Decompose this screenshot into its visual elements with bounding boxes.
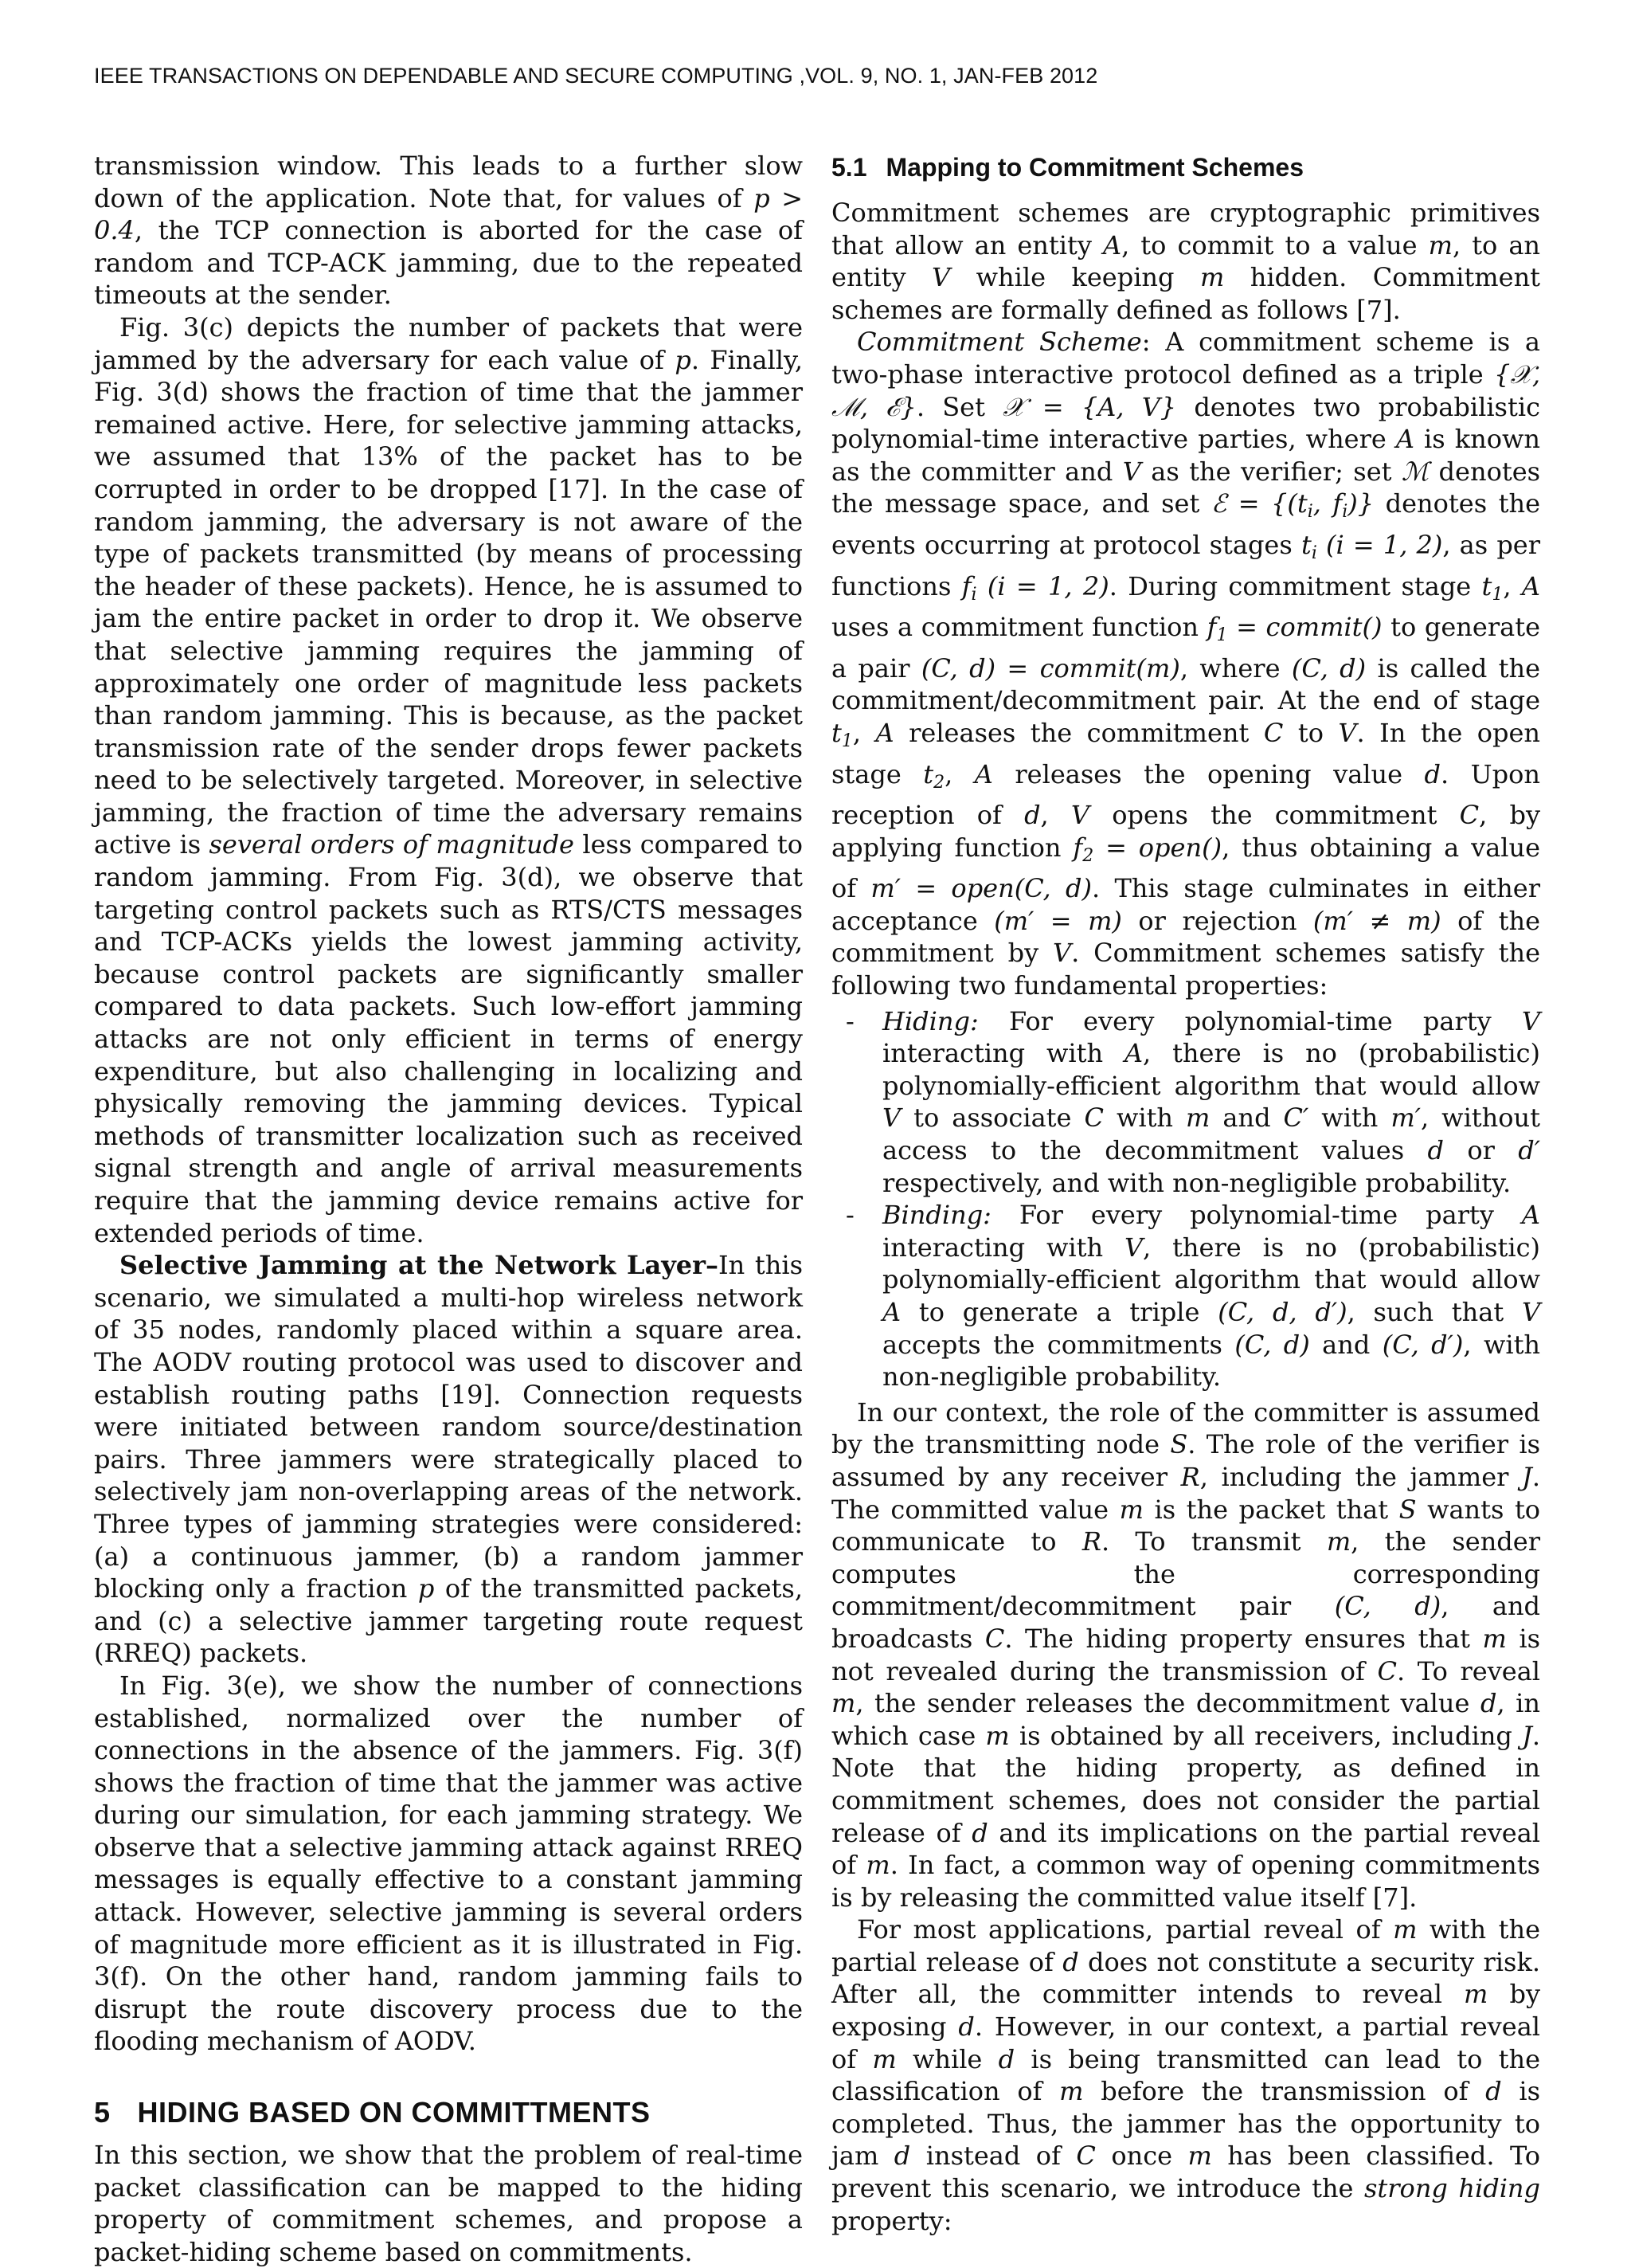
paragraph: For most applications, partial reveal of m with the partial release of d does not constitute a security risk. After all, the committer intends to reveal m by exposing d. However, in our context, a partial reveal of m while d is being transmitted can lead to the classification of m before the transmission of d is completed. Thus, the jammer has the opportunity to jam d instead of C once m has been classified. To prevent this scenario, we introduce the strong hiding property: [831,1914,1541,2236]
list-item-binding: - Binding: For every polynomial-time party A interacting with V, there is no (probabilistic) polynomially-efficient algorithm that would allow A to generate a triple (C, d, d′), such that V accepts the commitments (C, d) and (C, d′), with non-negligible probability. [846,1200,1541,1393]
subsection-heading: 5.1 Mapping to Commitment Schemes [831,153,1304,182]
paragraph: transmission window. This leads to a further slow down of the application. Note that, for values of p > 0.4, the TCP connection is aborted for the case of random and TCP-ACK jamming, due to the repeated timeouts at the sender. [94,151,804,311]
run-in-heading: Selective Jamming at the Network Layer– [119,1250,718,1281]
property-list [831,1005,1540,1393]
paragraph: In our context, the role of the committer is assumed by the transmitting node S. The role of the verifier is assumed by any receiver R, including the jammer J. The committed value m is the packet that S wants to communicate to R. To transmit m, the sender computes the corresponding commitment/decommitment pair (C, d), and broadcasts C. The hiding property ensures that m is not revealed during the transmission of C. To reveal m, the sender releases the decommitment value d, in which case m is obtained by all receivers, including J. Note that the hiding property, as defined in commitment schemes, does not consider the partial release of d and its implications on the partial reveal of m. In fact, a common way of opening commitments is by releasing the committed value itself [7]. [831,1396,1541,1913]
section-heading: 5 HIDING BASED ON COMMITTMENTS [94,2096,651,2129]
paragraph: Commitment Scheme: A commitment scheme is a two-phase interactive protocol defined as a triple {𝒳, ℳ, ℰ}. Set 𝒳 = {A, V} denotes two probabilistic polynomial-time interactive parties, where A is known as the committer and V as the verifier; set ℳ denotes the message space, and set ℰ = {($t_i$, $f_i$)} denotes the events occurring at protocol stages $t_i$ (i = 1, 2), as per functions $f_i$ (i = 1, 2). During commitment stage $t_1$, A uses a commitment function $f_1$ = commit() to generate a pair (C, d) = commit(m), where (C, d) is called the commitment/decommitment pair. At the end of stage $t_1$, A releases the commitment C to V. In the open stage $t_2$, A releases the opening value d. Upon reception of d, V opens the commitment C, by applying function $f_2$ = open(), thus obtaining a value of m′ = open(C, d). This stage culminates in either acceptance (m′ = m) or rejection (m′ ≠ m) of the commitment by V. Commitment schemes satisfy the following two fundamental properties: [831,327,1541,1001]
list-item-hiding: - Hiding: For every polynomial-time party V interacting with A, there is no (probabilistic) polynomially-efficient algorithm that would allow V to associate C with m and C′ with m′, without access to the decommitment values d or d′ respectively, and with non-negligible probability. [846,1005,1541,1198]
right-column [831,150,1540,2237]
paragraph: Commitment schemes are cryptographic primitives that allow an entity A, to commit to a value m, to an entity V while keeping m hidden. Commitment schemes are formally defined as follows [7]. [831,198,1541,325]
left-column [94,150,803,2268]
paragraph: Selective Jamming at the Network Layer–In this scenario, we simulated a multi-hop wireless network of 35 nodes, randomly placed within a square area. The AODV routing protocol was used to discover and establish routing paths [19]. Connection requests were initiated between random source/destination pairs. Three jammers were strategically placed to selectively jam non-overlapping areas of the network. Three types of jamming strategies were considered: (a) a continuous jammer, (b) a random jammer blocking only a fraction p of the transmitted packets, and (c) a selective jammer targeting route request (RREQ) packets. [94,1250,803,1669]
running-header: IEEE TRANSACTIONS ON DEPENDABLE AND SECURE COMPUTING ,VOL. 9, NO. 1, JAN-FEB 2012 [94,64,1098,88]
paragraph: Fig. 3(c) depicts the number of packets that were jammed by the adversary for each value of p. Finally, Fig. 3(d) shows the fraction of time that the jammer remained active. Here, for selective jamming attacks, we assumed that 13% of the packet has to be corrupted in order to be dropped [17]. In the case of random jamming, the adversary is not aware of the type of packets transmitted (by means of processing the header of these packets). Hence, he is assumed to jam the entire packet in order to drop it. We observe that selective jamming requires the jamming of approximately one order of magnitude less packets than random jamming. This is because, as the packet transmission rate of the sender drops fewer packets need to be selectively targeted. Moreover, in selective jamming, the fraction of time the adversary remains active is several orders of magnitude less compared to random jamming. From Fig. 3(d), we observe that targeting control packets such as RTS/CTS messages and TCP-ACKs yields the lowest jamming activity, because control packets are significantly smaller compared to data packets. Such low-effort jamming attacks are not only efficient in terms of energy expenditure, but also challenging in localizing and physically removing the jamming devices. Typical methods of transmitter localization such as received signal strength and angle of arrival measurements require that the jamming device remains active for extended periods of time. [94,311,804,1248]
paragraph: In Fig. 3(e), we show the number of connections established, normalized over the number of connections in the absence of the jammers. Fig. 3(f) shows the fraction of time that the jammer was active during our simulation, for each jamming strategy. We observe that a selective jamming attack against RREQ messages is equally effective to a constant jamming attack. However, selective jamming is several orders of magnitude more efficient as it is illustrated in Fig. 3(f). On the other hand, random jamming fails to disrupt the route discovery process due to the flooding mechanism of AODV. [94,1670,803,2057]
paragraph: In this section, we show that the problem of real-time packet classification can be mapped to the hiding property of commitment schemes, and propose a packet-hiding scheme based on commitments. [94,2140,803,2267]
